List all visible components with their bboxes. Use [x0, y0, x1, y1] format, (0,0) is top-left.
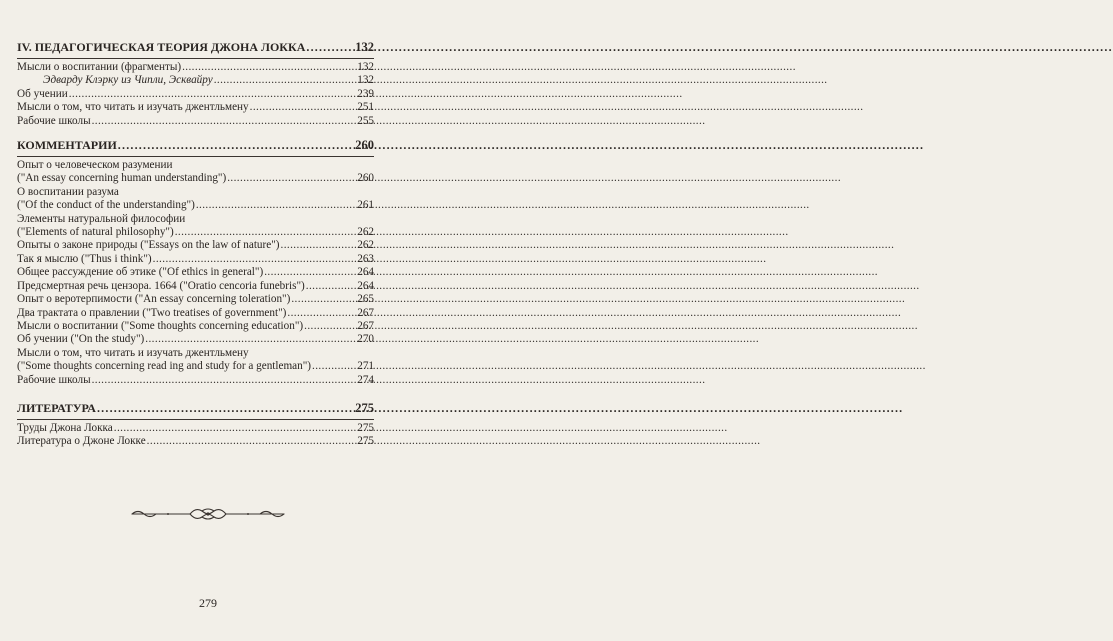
leader-dots: [306, 280, 356, 293]
entry-text: Труды Джона Локка: [17, 421, 113, 434]
toc-entry: [17, 422, 374, 435]
section-page: 275: [355, 400, 374, 415]
flourish-divider-icon: [128, 505, 288, 523]
entry-text: Рабочие школы: [17, 373, 91, 386]
page-number: 279: [199, 596, 217, 610]
entry-line1: О воспитании разума: [17, 185, 119, 198]
entry-page: 265: [357, 293, 374, 306]
leader-dots: [147, 435, 357, 448]
leader-dots: [304, 320, 356, 333]
section-rule: [17, 419, 374, 420]
entry-text: Эдварду Клэрку из Чипли, Эсквайру: [43, 74, 213, 87]
toc-entry: [17, 374, 374, 387]
entry-text: Мысли о том, что читать и изучать джентльмену: [17, 101, 249, 114]
entry-text: Об учении ("On the study"): [17, 333, 145, 346]
toc-entry: [17, 101, 374, 114]
entry-text: Мысли о воспитании ("Some thoughts concerning education"): [17, 319, 304, 332]
entry-text: ("An essay concerning human understanding"): [17, 172, 227, 185]
section-page: 260: [355, 138, 374, 153]
entry-text: Рабочие школы: [17, 114, 91, 127]
entry-page: 239: [357, 87, 374, 100]
toc-section-1: [17, 40, 374, 128]
section-page: 132: [355, 40, 374, 54]
entry-page: 260: [357, 172, 374, 185]
entry-line1: Мысли о том, что читать и изучать джентльмену: [17, 346, 249, 359]
entry-text: ("Some thoughts concerning read ing and study for a gentleman"): [17, 360, 312, 373]
leader-dots: [97, 401, 354, 415]
entry-text: Опыты о законе природы ("Essays on the law of nature"): [17, 239, 280, 252]
entry-page: 132: [357, 74, 374, 87]
toc-entry: [17, 307, 374, 320]
entry-text: Так я мыслю ("Thus i think"): [17, 252, 152, 265]
leader-dots: [153, 253, 357, 266]
toc-entry: [17, 293, 374, 306]
section-heading: [17, 138, 374, 152]
toc-entry: [17, 333, 374, 346]
leader-dots: [291, 293, 356, 306]
leader-dots: [306, 40, 354, 54]
leader-dots: [264, 266, 356, 279]
leader-dots: [114, 422, 356, 435]
entry-text: Общее рассуждение об этике ("Of ethics in general"): [17, 266, 264, 279]
toc-entry: [17, 115, 374, 128]
entry-page: 261: [357, 199, 374, 212]
leader-dots: [175, 226, 357, 239]
section-title: IV. ПЕДАГОГИЧЕСКАЯ ТЕОРИЯ ДЖОНА ЛОККА: [17, 40, 306, 54]
table-of-contents: [17, 40, 374, 449]
entry-page: 262: [357, 239, 374, 252]
section-title: КОММЕНТАРИИ: [17, 138, 117, 153]
entry-text: Предсмертная речь цензора. 1664 ("Oratio cencoria funebris"): [17, 279, 305, 292]
leader-dots: [214, 74, 357, 87]
entry-text: Два трактата о правлении ("Two treatises of government"): [17, 306, 287, 319]
entry-page: 255: [357, 114, 374, 127]
toc-entry: [17, 360, 374, 373]
entry-page: 132: [357, 61, 374, 73]
toc-entry: [17, 320, 374, 333]
toc-entry: [17, 266, 374, 279]
entry-page: 275: [357, 435, 374, 448]
entry-text: Мысли о воспитании (фрагменты): [17, 61, 182, 73]
leader-dots: [118, 138, 354, 152]
toc-section-3: [17, 401, 374, 449]
leader-dots: [287, 307, 356, 320]
entry-page: 264: [357, 279, 374, 292]
toc-entry: [17, 239, 374, 252]
entry-page: 271: [357, 360, 374, 373]
section-title: ЛИТЕРАТУРА: [17, 400, 96, 415]
entry-text: Об учении: [17, 87, 68, 100]
entry-text: Литература о Джоне Локке: [17, 435, 146, 448]
leader-dots: [196, 199, 356, 212]
toc-entry: [17, 226, 374, 239]
entry-page: 267: [357, 306, 374, 319]
entry-page: 267: [357, 319, 374, 332]
leader-dots: [92, 374, 357, 387]
section-rule: [17, 58, 374, 59]
entry-page: 263: [357, 252, 374, 265]
leader-dots: [145, 333, 356, 346]
toc-section-2: [17, 138, 374, 387]
entry-text: Опыт о веротерпимости ("An essay concerning toleration"): [17, 293, 291, 306]
toc-entry: [17, 199, 374, 212]
entry-page: 275: [357, 421, 374, 434]
section-heading: [17, 40, 374, 54]
entry-line1: Опыт о человеческом разумении: [17, 159, 173, 172]
entry-line1: Элементы натуральной философии: [17, 212, 186, 225]
leader-dots: [250, 101, 357, 114]
toc-entry: [17, 61, 374, 74]
leader-dots: [69, 88, 357, 101]
leader-dots: [227, 172, 356, 185]
leader-dots: [182, 61, 356, 74]
leader-dots: [312, 360, 356, 373]
toc-entry: [17, 253, 374, 266]
entry-page: 251: [357, 101, 374, 114]
leader-dots: [281, 239, 357, 252]
entry-text: ("Of the conduct of the understanding"): [17, 199, 195, 212]
entry-page: 264: [357, 266, 374, 279]
toc-entry: [17, 280, 374, 293]
leader-dots: [92, 115, 357, 128]
entry-page: 262: [357, 226, 374, 239]
section-rule: [17, 156, 374, 157]
toc-entry: [17, 88, 374, 101]
toc-entry: [17, 74, 374, 87]
section-heading: [17, 401, 374, 415]
entry-page: 274: [357, 373, 374, 386]
toc-entry: [17, 172, 374, 185]
entry-page: 270: [357, 333, 374, 346]
entry-text: ("Elements of natural philosophy"): [17, 226, 174, 239]
toc-entry: [17, 435, 374, 448]
